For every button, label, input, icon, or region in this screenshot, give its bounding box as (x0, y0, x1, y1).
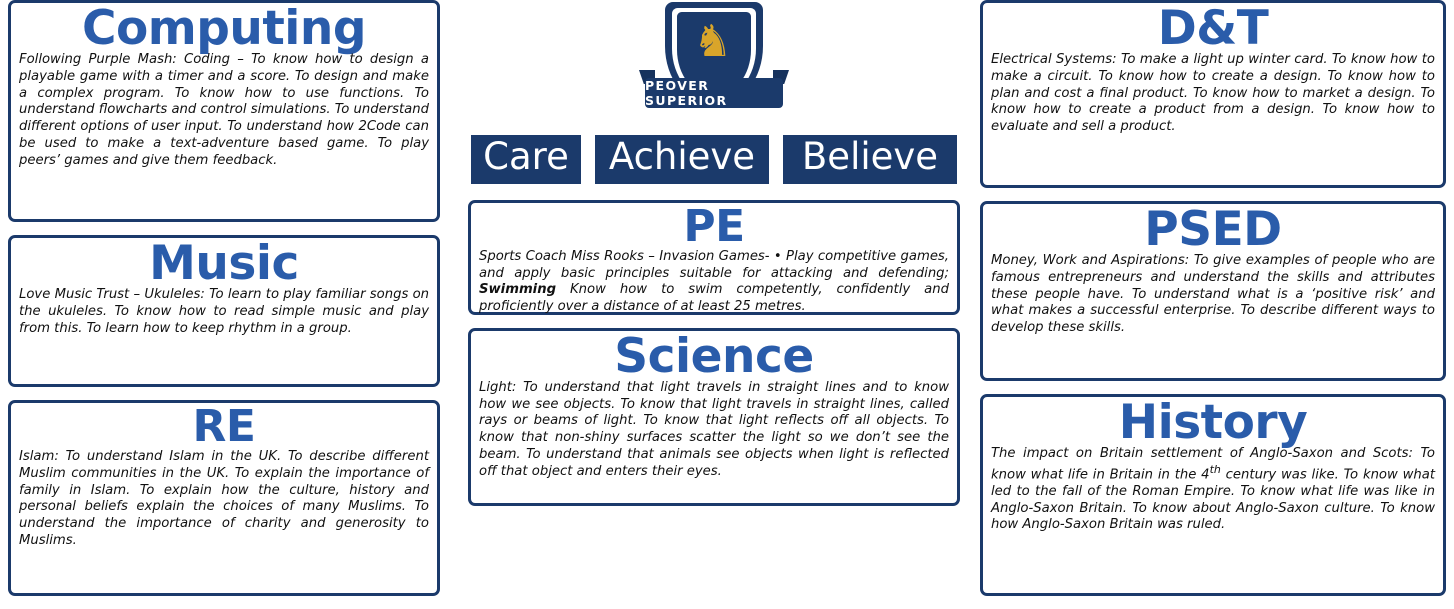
subject-card-dt (980, 0, 1446, 188)
card-body-history-part1: The impact on Britain settlement of Anglo-Saxon and Scots: To know what life in Britain in the 4 (991, 446, 1435, 483)
middle-column (468, 0, 960, 519)
card-title-music: Music (149, 236, 299, 291)
card-body-science: Light: To understand that light travels in straight lines and to know how we see objects. To know that light travels in straight lines, called rays or beams of light. To know that light reflects off all objects. To know that non-shiny surfaces scatter the light so we don’t see the beam. To understand that animals see objects when light is reflected off that object and enters their eyes. (479, 379, 949, 479)
card-body-pe (479, 249, 949, 316)
crest-ribbon-text: PEOVER SUPERIOR (645, 78, 783, 108)
subject-card-pe (468, 200, 960, 315)
card-body-dt: Electrical Systems: To make a light up winter card. To know how to make a circuit. To know how to create a design. To know how to plan and cost a final product. To know how to market a design. To know how to create a product from a design. To know how to evaluate and sell a product. (991, 52, 1435, 135)
card-title-re: RE (192, 401, 256, 452)
value-care: Care (468, 132, 584, 187)
left-column (8, 0, 440, 609)
card-body-re: Islam: To understand Islam in the UK. To describe different Muslim communities in the UK. To explain the importance of family in Islam. To explain how the culture, history and personal beliefs explain the choices of many Muslims. To understand the importance of charity and generosity to Muslims. (19, 449, 429, 548)
subject-card-science (468, 328, 960, 506)
right-column (980, 0, 1446, 609)
value-achieve: Achieve (592, 132, 772, 187)
card-title-history: History (1118, 395, 1308, 450)
card-title-science: Science (614, 328, 814, 384)
subject-card-history (980, 394, 1446, 596)
card-title-pe: PE (683, 200, 745, 252)
subject-card-psed (980, 201, 1446, 381)
card-body-pe-part2: Know how to swim competently, confidently and proficiently over a distance of at least 25 metres. (479, 282, 949, 315)
school-values-banner (468, 132, 960, 187)
school-crest (468, 0, 960, 132)
value-believe: Believe (780, 132, 960, 187)
horse-head-icon: ♞ (693, 17, 733, 66)
card-body-pe-part1: Sports Coach Miss Rooks – Invasion Games- • Play competitive games, and apply basic principles suitable for attacking and defending; (479, 248, 949, 281)
subject-card-computing (8, 0, 440, 222)
subject-card-music (8, 235, 440, 387)
card-body-psed: Money, Work and Aspirations: To give examples of people who are famous entrepreneurs and understand the skills and attributes these people have. To understand what is a ‘positive risk’ and what makes a successful enterprise. To describe different ways to develop these skills. (991, 253, 1435, 336)
card-title-dt: D&T (1157, 1, 1269, 56)
card-body-pe-bold: Swimming (479, 282, 557, 298)
card-body-history (991, 446, 1435, 534)
card-body-history-part2: century was like. To know what led to the fall of the Roman Empire. To know what life was like in Anglo-Saxon Britain. To know about Anglo-Saxon culture. To know how Anglo-Saxon Britain was ruled. (991, 467, 1436, 533)
subject-card-re (8, 400, 440, 596)
card-body-music: Love Music Trust – Ukuleles: To learn to play familiar songs on the ukuleles. To know how to read simple music and play from this. To learn how to keep rhythm in a group. (19, 287, 429, 336)
card-title-psed: PSED (1144, 202, 1282, 257)
card-body-computing: Following Purple Mash: Coding – To know how to design a playable game with a timer and a score. To design and make a complex program. To know how to use functions. To understand flowcharts and control simulations. To understand different options of user input. To understand how 2Code can be used to make a text-adventure based game. To play peers’ games and give them feedback. (19, 52, 429, 168)
card-title-computing: Computing (81, 1, 367, 56)
card-body-history-sup: th (1209, 462, 1221, 476)
